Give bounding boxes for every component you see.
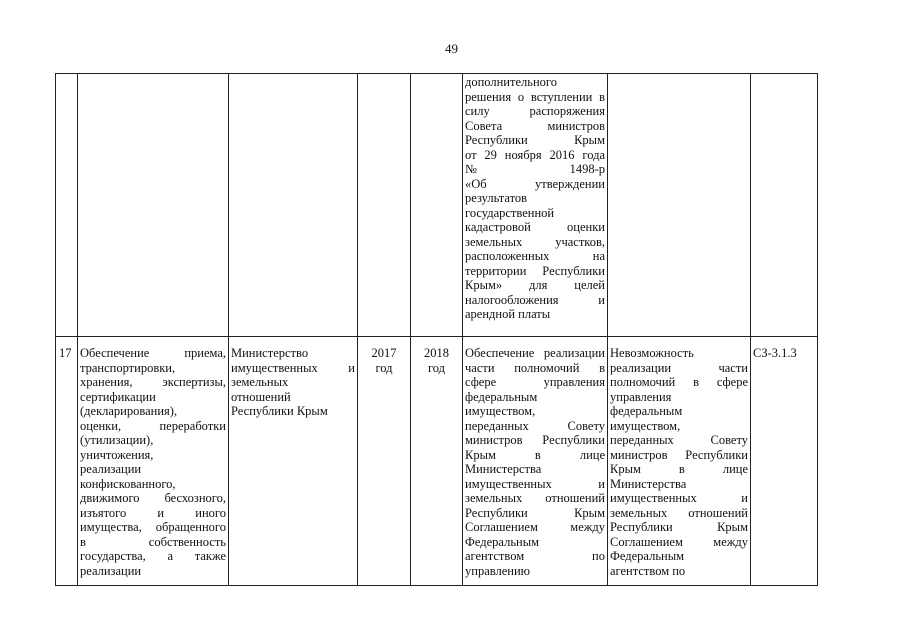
text-line: реализации: [80, 563, 142, 578]
text-line: в собственность: [80, 534, 226, 549]
text-line: министров Республики: [610, 447, 748, 462]
column-divider: [607, 74, 608, 585]
continued-measure-text: [465, 75, 605, 322]
text-line: Республики Крым: [465, 505, 605, 520]
indicator-code: СЗ-3.1.3: [753, 346, 797, 360]
end-year-text: [411, 346, 462, 375]
text-line: № 1498-р: [465, 162, 605, 176]
column-divider: [462, 74, 463, 585]
text-line: имуществом,: [465, 404, 536, 418]
row-divider: [56, 336, 817, 337]
measure-text: [465, 346, 605, 578]
text-line: части полномочий в: [465, 360, 605, 375]
text-line: земельных отношений: [610, 505, 748, 520]
text-line: год: [375, 360, 393, 375]
text-line: конфискованного,: [80, 476, 176, 491]
text-line: год: [427, 360, 446, 375]
text-line: Невозможность: [610, 346, 694, 360]
text-line: Обеспечение реализации: [465, 346, 605, 360]
text-line: Республики Крым: [231, 404, 328, 418]
text-line: (утилизации),: [80, 433, 154, 447]
text-line: агентством по: [610, 563, 686, 578]
text-line: отношений: [231, 389, 291, 404]
text-line: сертификации: [80, 389, 156, 404]
text-line: сфере управления: [465, 375, 605, 389]
text-line: переданных Совету: [610, 433, 748, 447]
text-line: Республики Крым: [610, 520, 748, 534]
column-divider: [77, 74, 78, 585]
text-line: Министерства: [465, 462, 542, 476]
text-line: имущественных и: [610, 491, 748, 505]
text-line: движимого бесхозного,: [80, 491, 226, 505]
text-line: транспортировки,: [80, 360, 176, 375]
text-line: Министерство: [231, 346, 309, 360]
text-line: результатов: [465, 191, 528, 205]
text-line: земельных: [231, 375, 289, 389]
text-line: (декларирования),: [80, 404, 178, 418]
text-line: имущественных и: [231, 360, 355, 375]
text-line: 2017: [371, 346, 397, 360]
text-line: Крым в лице: [610, 462, 748, 476]
text-line: территории Республики: [465, 263, 605, 278]
text-line: от 29 ноября 2016 года: [465, 147, 605, 162]
code-cell: [753, 346, 817, 361]
text-line: Министерства: [610, 476, 687, 491]
text-line: расположенных на: [465, 249, 605, 263]
text-line: дополнительного: [465, 75, 557, 89]
text-line: имущества, обращенного: [80, 520, 226, 534]
text-line: Республики Крым: [465, 133, 605, 147]
text-line: имуществом,: [610, 418, 681, 433]
row-number: 17: [59, 346, 72, 360]
text-line: реализации: [80, 462, 142, 476]
continued-measure-cell: [465, 75, 605, 322]
measure-cell: [465, 346, 605, 578]
text-line: переданных Совету: [465, 418, 605, 433]
text-line: Соглашением между: [610, 534, 748, 549]
text-line: государства, а также: [80, 549, 226, 563]
text-line: налогообложения и: [465, 292, 605, 307]
description-cell: [80, 346, 226, 578]
text-line: земельных участков,: [465, 234, 605, 249]
start-year-cell: [358, 346, 410, 375]
text-line: Федеральным: [610, 549, 685, 563]
text-line: оценки, переработки: [80, 418, 226, 433]
responsible-cell: [231, 346, 355, 419]
text-line: «Об утверждении: [465, 176, 605, 191]
text-line: имущественных и: [465, 476, 605, 491]
document-table: [55, 73, 818, 586]
text-line: хранения, экспертизы,: [80, 375, 226, 389]
text-line: полномочий в сфере: [610, 375, 748, 389]
text-line: управления: [610, 389, 672, 404]
row-number-cell: [59, 346, 77, 361]
text-line: Совета министров: [465, 118, 605, 133]
text-line: федеральным: [610, 404, 683, 418]
start-year-text: [358, 346, 410, 375]
risk-text: [610, 346, 748, 578]
text-line: государственной: [465, 205, 555, 220]
column-divider: [228, 74, 229, 585]
text-line: агентством по: [465, 549, 605, 563]
text-line: Крым в лице: [465, 447, 605, 462]
column-divider: [410, 74, 411, 585]
description-text: [80, 346, 226, 578]
text-line: 2018: [424, 346, 449, 360]
text-line: Федеральным: [465, 534, 540, 549]
column-divider: [750, 74, 751, 585]
text-line: Обеспечение приема,: [80, 346, 226, 360]
text-line: решения о вступлении в: [465, 89, 605, 104]
text-line: изъятого и иного: [80, 505, 226, 520]
risk-cell: [610, 346, 748, 578]
text-line: федеральным: [465, 389, 538, 404]
text-line: земельных отношений: [465, 491, 605, 505]
page-number: 49: [445, 41, 458, 56]
text-line: уничтожения,: [80, 447, 154, 462]
responsible-text: [231, 346, 355, 419]
column-divider: [357, 74, 358, 585]
text-line: силу распоряжения: [465, 104, 605, 118]
end-year-cell: [411, 346, 462, 375]
text-line: кадастровой оценки: [465, 220, 605, 234]
text-line: арендной платы: [465, 307, 551, 321]
text-line: управлению: [465, 563, 530, 578]
text-line: Крым» для целей: [465, 278, 605, 292]
text-line: Соглашением между: [465, 520, 605, 534]
text-line: реализации части: [610, 360, 748, 375]
text-line: министров Республики: [465, 433, 605, 447]
